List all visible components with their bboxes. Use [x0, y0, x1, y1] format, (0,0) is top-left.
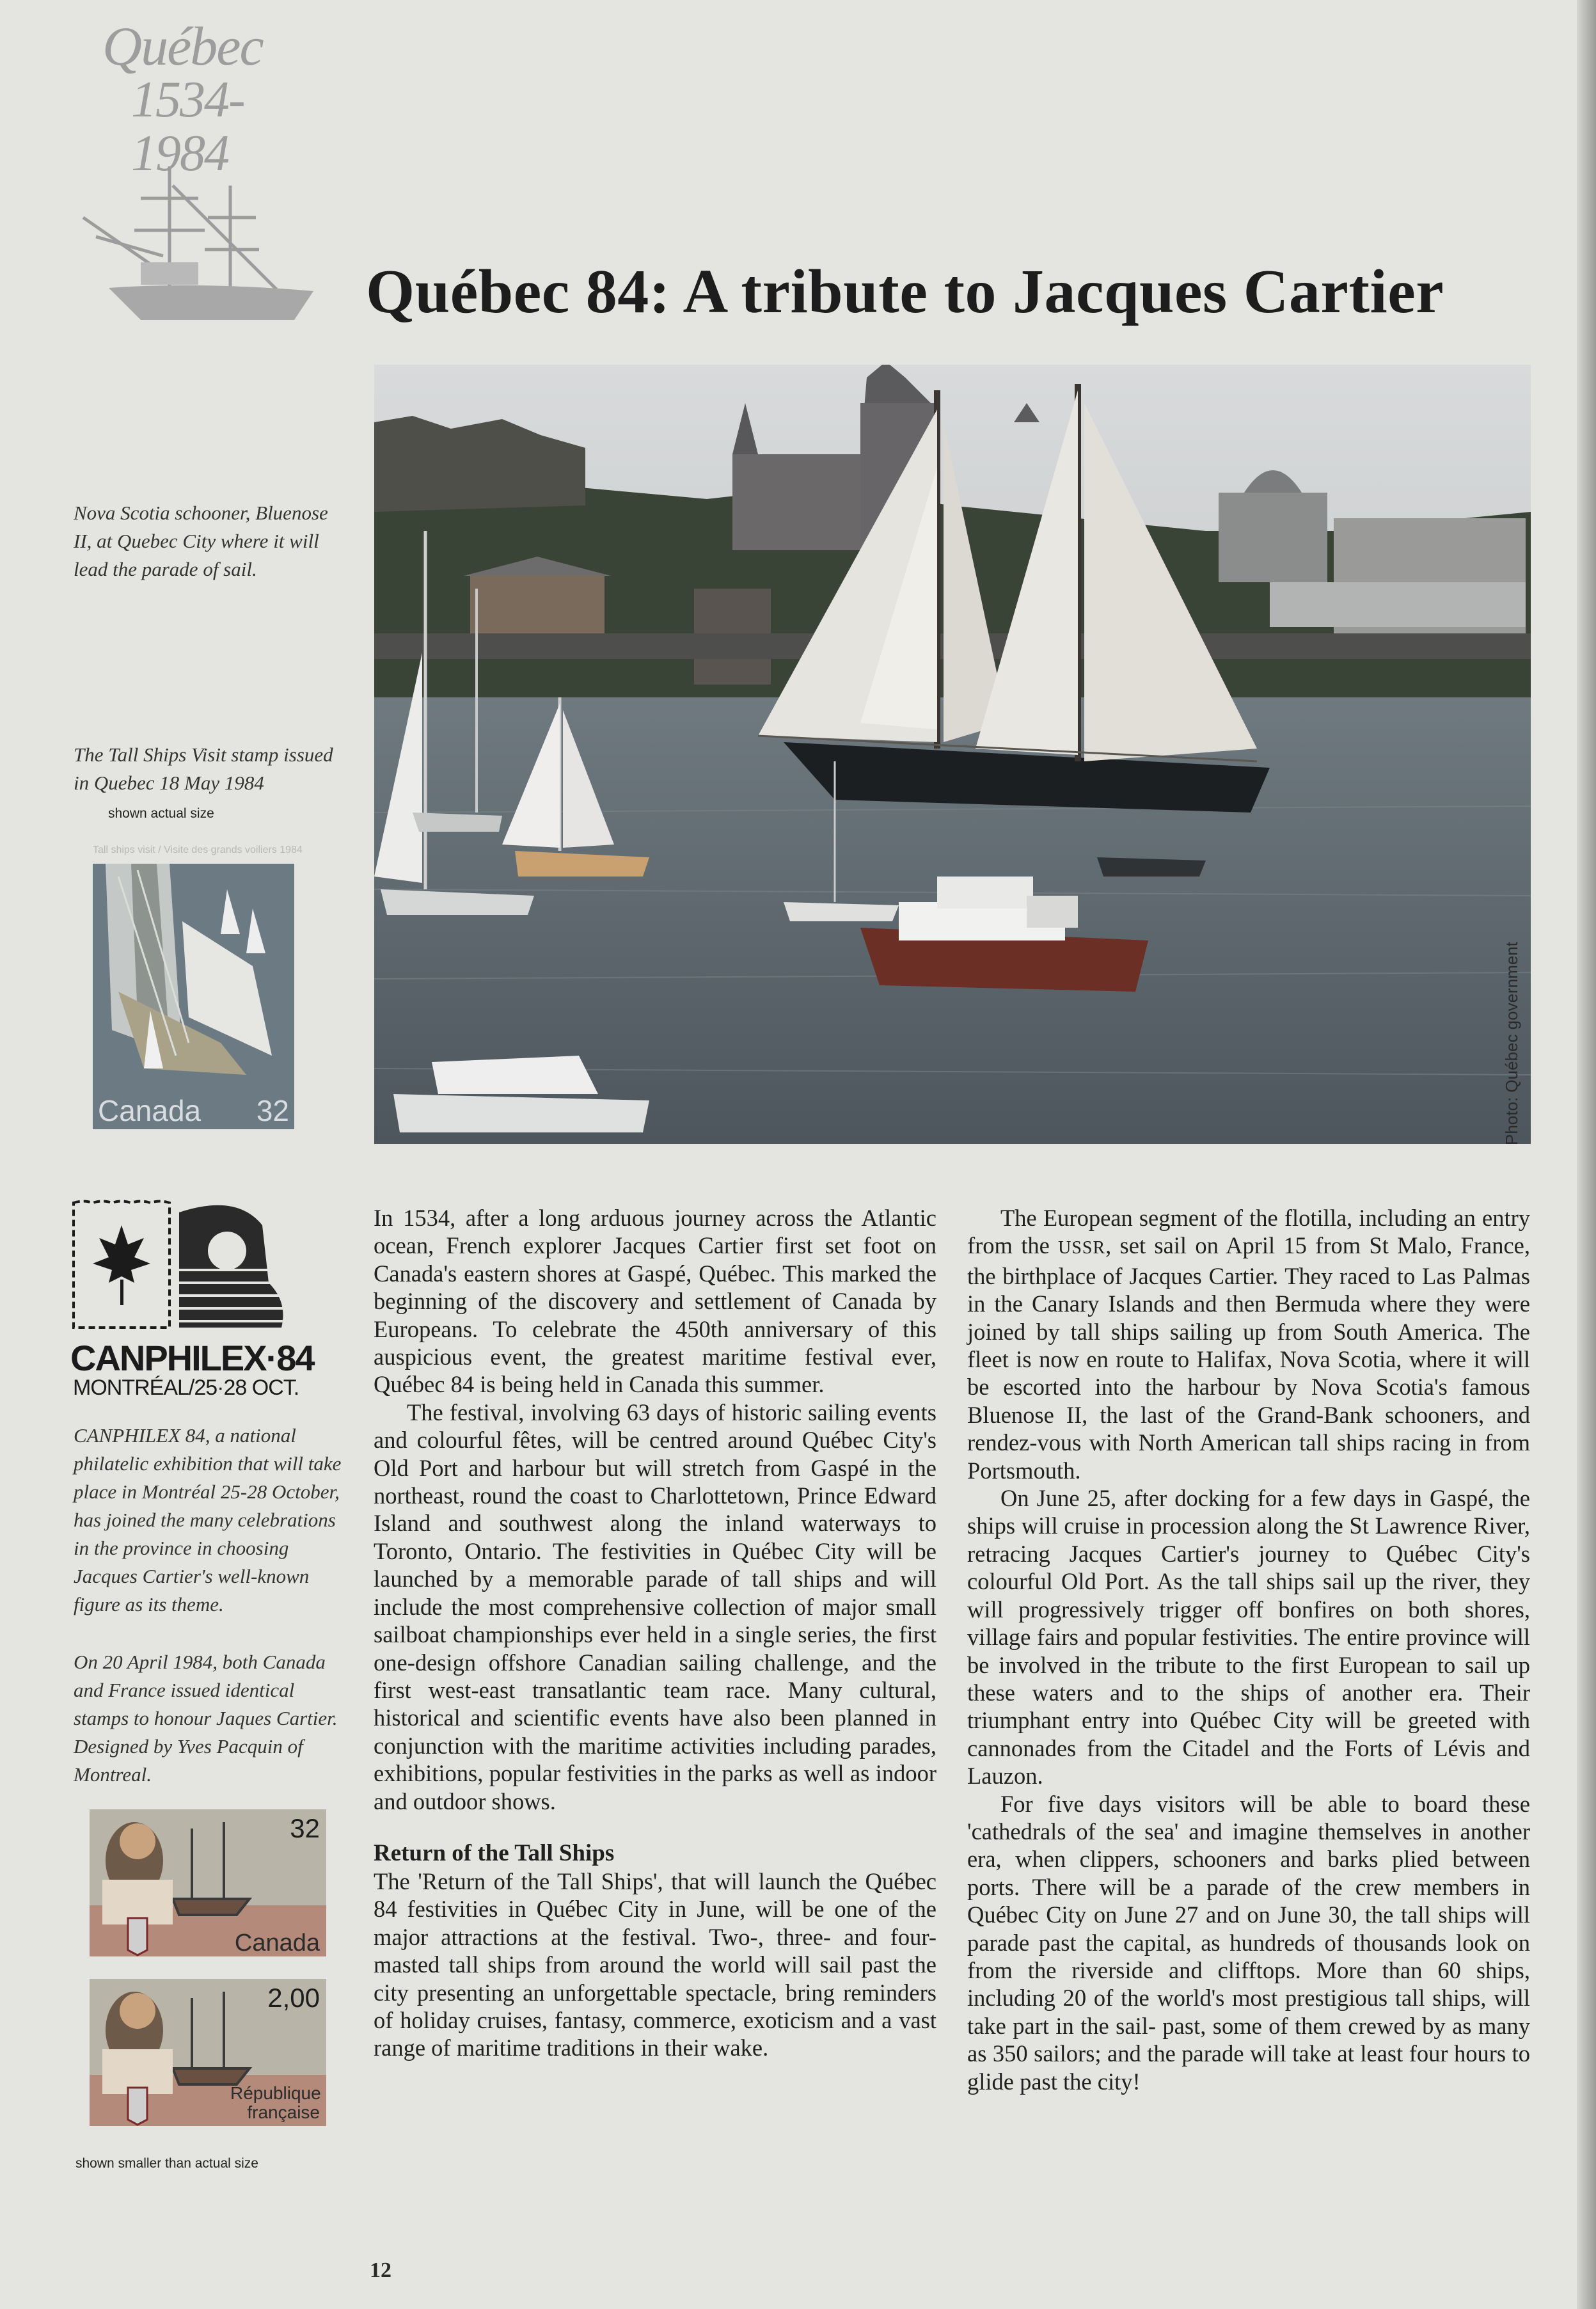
article-paragraph: The festival, involving 63 days of historic sailing events and colourful fêtes, will be centred around Québec City's Old Port and harbour but will stretch from Gaspé in the northeast, round the coast to Charlottetown, Prince Edward Island and southwest along the inland waterways to Toronto, Ontario. The festivities in Québec City will be launched by a memorable parade of tall ships and will include the most comprehensive collection of major small sailboat championships ever held in a single series, the first one-design offshore Canadian sailing challenge, and the first west-east transatlantic team race. Many cultural, historical and scientific events have also been planned in conjunction with the maritime activities including parades, exhibitions, popular festivities in the parks as well as indoor and outdoor shows. — [374, 1399, 936, 1814]
shown-smaller-label: shown smaller than actual size — [75, 2156, 258, 2171]
page-title: Québec 84: A tribute to Jacques Cartier — [366, 257, 1444, 326]
cartier-stamp-canada — [90, 1809, 326, 1956]
article-paragraph: In 1534, after a long arduous journey across the Atlantic ocean, French explorer Jacques Cartier first set foot on Canada's eastern shores at Gaspé, Québec. This marked the beginning of the discovery and settlement of Canada by Europeans. To celebrate the 450th anniversary of this auspicious event, the greatest maritime festival ever, Québec 84 is being held in Canada this summer. — [374, 1205, 936, 1398]
article-paragraph: On June 25, after docking for a few days in Gaspé, the ships will cruise in procession along the St Lawrence River, retracing Jacques Cartier's journey to Québec City's colourful Old Port. As the tall ships sail up the river, they will progressively trigger off bonfires on both shores, village fairs and popular festivities. The entire province will be involved in the tribute to the first European to sail up these waters and to the ships of another era. Their triumphant entry into Québec City will be greeted with cannonades from the Citadel and the Forts of Lévis and Lauzon. — [967, 1485, 1530, 1789]
canphilex-place: MONTRÉAL/25·28 OCT. — [73, 1376, 299, 1400]
cartier-stamps-caption: On 20 April 1984, both Canada and France issued identical stamps to honour Jaques Cartier. Designed by Yves Pacquin of Montreal. — [74, 1651, 338, 1786]
cartier-france-value: 2,00 — [267, 1983, 320, 2013]
shown-actual-size-label: shown actual size — [108, 806, 214, 821]
tall-ships-stamp-caption — [74, 741, 342, 828]
article-paragraph: For five days visitors will be able to board these 'cathedrals of the sea' and imagine themselves in another era, when clippers, schooners and barks plied between ports. There will be a parade of the crew members in Québec City on June 27 and on June 30, the tall ships will parade past the capital, as hundreds of thousands look on from the riverside and clifftops. More than 60 ships, including 20 of the world's most prestigious tall ships, will take part in the sail- past, some of them crewed by as many as 350 sailors; and the parade will take at least four hours to glide past the city! — [967, 1790, 1530, 2095]
quebec-1534-1984-logo — [70, 15, 339, 326]
article-column-2 — [967, 1204, 1530, 2095]
ussr-abbreviation: USSR — [1058, 1238, 1106, 1258]
page-edge-shadow — [1577, 0, 1596, 2309]
article-text: The European segment of the flotilla, including an entry from the — [967, 1205, 1530, 1259]
cartier-stamp-france — [90, 1979, 326, 2126]
article-column-1 — [374, 1204, 936, 2062]
canphilex-name: CANPHILEX·84 — [70, 1338, 314, 1378]
canphilex-emblem — [70, 1200, 313, 1334]
tall-ships-stamp-value: 32 — [256, 1094, 289, 1127]
article-text: , set sail on April 15 from St Malo, France, the birthplace of Jacques Cartier. They raced to Las Palmas in the Canary Islands and then Bermuda where they were joined by tall ships sailing up from South America. The fleet is now en route to Halifax, Nova Scotia, where it will be escorted into the harbour by Nova Scotia's famous Bluenose II, the last of the Grand-Bank schooners, and rendez-vous with North American tall ships racing in from Portsmouth. — [967, 1232, 1530, 1484]
logo-line1: Québec — [102, 15, 263, 77]
logo-line2: 1534-1984 — [131, 72, 244, 182]
tall-ships-stamp-header: Tall ships visit / Visite des grands voiliers 1984 — [93, 845, 303, 855]
article-paragraph — [967, 1204, 1530, 1484]
bluenose-caption: Nova Scotia schooner, Bluenose II, at Quebec City where it will lead the parade of sail. — [74, 502, 328, 580]
tall-ships-stamp — [93, 864, 294, 1129]
tall-ships-stamp-art — [93, 864, 294, 1129]
logo-text — [102, 15, 339, 182]
tall-ships-stamp-country: Canada — [98, 1094, 201, 1127]
section-heading: Return of the Tall Ships — [374, 1839, 615, 1866]
canphilex-caption: CANPHILEX 84, a national philatelic exhibition that will take place in Montréal 25-28 October, has joined the many celebrations in the province in choosing Jacques Cartier's well-known figure as its theme. — [74, 1424, 342, 1615]
bluenose-harbour-photo — [374, 365, 1531, 1144]
cartier-canada-value: 32 — [290, 1813, 320, 1843]
article-paragraph: The 'Return of the Tall Ships', that will launch the Québec 84 festivities in Québec City in June, will be one of the major attractions at the festival. Two-, three- and four-masted tall ships from around the world will sail past the city presenting an unforgettable spectacle, bring reminders of holiday cruises, fantasy, commerce, exoticism and a vast range of maritime traditions in their wake. — [374, 1868, 936, 2061]
cartier-canada-country: Canada — [234, 1930, 320, 1956]
tall-ships-caption-text: The Tall Ships Visit stamp issued in Quebec 18 May 1984 — [74, 743, 333, 794]
ship-logo-icon — [70, 160, 339, 333]
cartier-france-country: République française — [230, 2083, 321, 2122]
photo-credit: Photo: Québec government — [1502, 942, 1521, 1145]
page-number: 12 — [370, 2258, 391, 2282]
